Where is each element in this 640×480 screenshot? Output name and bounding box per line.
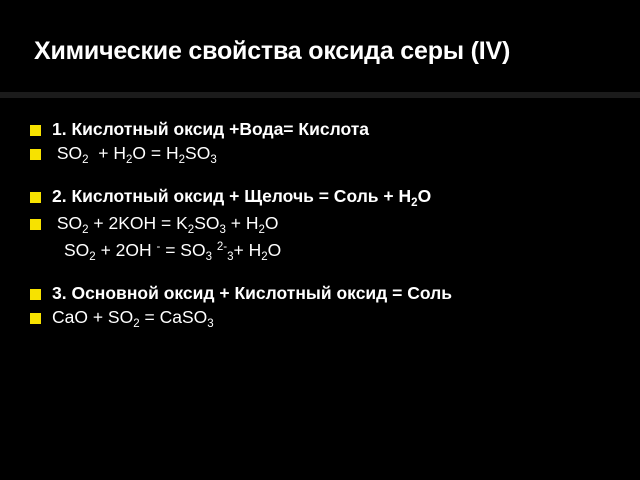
- bullet-square-icon: [30, 289, 41, 300]
- list-item: [30, 212, 620, 237]
- block-3-equation: CaO + $SO_2$ = CaSO$_3$: [52, 307, 214, 330]
- bullet-square-icon: [30, 313, 41, 324]
- bullet-square-icon: [30, 192, 41, 203]
- bullet-square-icon: [30, 246, 41, 257]
- list-item: [30, 142, 620, 167]
- spacer: [30, 266, 620, 282]
- list-item: [30, 239, 620, 264]
- block-1-heading: 1. Кислотный оксид +Вода= Кислота: [52, 119, 370, 139]
- block-3-heading: 3. Основной оксид + Кислотный оксид = Соль: [52, 283, 453, 303]
- page-title: Химические свойства оксида серы (IV): [34, 37, 511, 65]
- list-item: [30, 118, 620, 140]
- block-2-equation: $SO_2 + 2KOH = K_2SO_3 + H_2O$: [52, 213, 279, 236]
- list-item: [30, 282, 620, 304]
- list-item: [30, 185, 620, 210]
- block-1-equation: $SO_2 + H_2O = H_2SO_3$: [52, 143, 217, 166]
- spacer: [30, 169, 620, 185]
- bullet-square-icon: [30, 219, 41, 230]
- title-divider: [0, 92, 640, 98]
- block-2-heading: 2. Кислотный оксид + Щелочь = Соль + $H_2O$: [52, 186, 432, 209]
- list-item: [30, 306, 620, 331]
- block-2-equation-ionic: $SO_2 + 2OH$ $^- = SO_3$ $^{2-}_3+ H_2O$: [64, 240, 282, 263]
- bullet-square-icon: [30, 149, 41, 160]
- bullet-square-icon: [30, 125, 41, 136]
- slide-body: [30, 118, 620, 333]
